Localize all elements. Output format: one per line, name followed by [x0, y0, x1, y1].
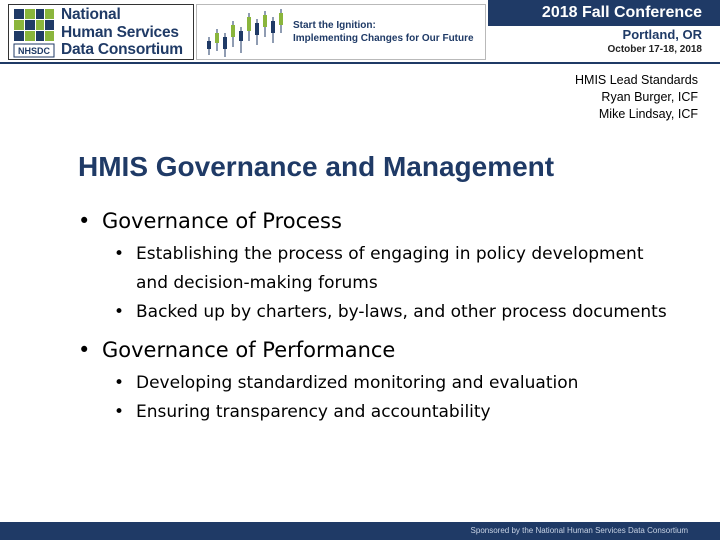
- sub-bullet-item: [114, 240, 678, 298]
- sub-bullet-text: Backed up by charters, by-laws, and other process documents: [136, 302, 667, 322]
- bullet-list: [78, 206, 678, 435]
- sub-bullet-item: [114, 398, 678, 427]
- bullet-icon: •: [78, 209, 91, 233]
- presenter-block: [398, 72, 698, 123]
- sub-bullet-list: [78, 240, 678, 327]
- sub-bullet-text: Ensuring transparency and accountability: [136, 402, 491, 422]
- logo-wordmark: [61, 6, 193, 59]
- candlestick-graphic-icon: [201, 7, 289, 59]
- sub-bullet-item: [114, 369, 678, 398]
- logo-line: Data Consortium: [61, 41, 183, 58]
- bullet-item: [78, 335, 678, 365]
- theme-panel: [196, 4, 486, 60]
- nhsdc-grid-icon: [13, 8, 55, 58]
- nhsdc-logo: [8, 4, 194, 60]
- sub-bullet-list: [78, 369, 678, 427]
- logo-acronym: NHSDC: [17, 46, 51, 56]
- theme-line: Implementing Changes for Our Future: [293, 33, 474, 44]
- sub-bullet-text: Developing standardized monitoring and evaluation: [136, 373, 579, 393]
- bullet-icon: •: [114, 302, 125, 322]
- bullet-icon: •: [78, 338, 91, 362]
- sub-bullet-text: Establishing the process of engaging in policy development and decision-making forums: [136, 244, 644, 293]
- bullet-icon: •: [114, 402, 125, 422]
- bullet-text: Governance of Process: [102, 209, 342, 233]
- presenter-line: Mike Lindsay, ICF: [598, 107, 698, 121]
- theme-line: Start the Ignition:: [293, 20, 376, 31]
- logo-line: Human Services: [61, 23, 179, 41]
- slide-title: HMIS Governance and Management: [78, 151, 555, 182]
- conference-dates: October 17-18, 2018: [607, 44, 702, 55]
- conference-theme: [293, 19, 483, 45]
- bullet-text: Governance of Performance: [102, 338, 396, 362]
- logo-line: National: [61, 6, 121, 23]
- presenter-line: Ryan Burger, ICF: [601, 90, 698, 104]
- conference-info: [488, 0, 720, 62]
- conference-banner: [0, 0, 720, 64]
- sponsor-footer: Sponsored by the National Human Services Data Consortium: [0, 522, 720, 540]
- conference-city: Portland, OR: [622, 27, 702, 42]
- presenter-line: HMIS Lead Standards: [575, 73, 698, 87]
- bullet-icon: •: [114, 244, 125, 264]
- bullet-icon: •: [114, 373, 125, 393]
- sub-bullet-item: [114, 298, 678, 327]
- conference-title: 2018 Fall Conference: [488, 0, 720, 26]
- bullet-item: [78, 206, 678, 236]
